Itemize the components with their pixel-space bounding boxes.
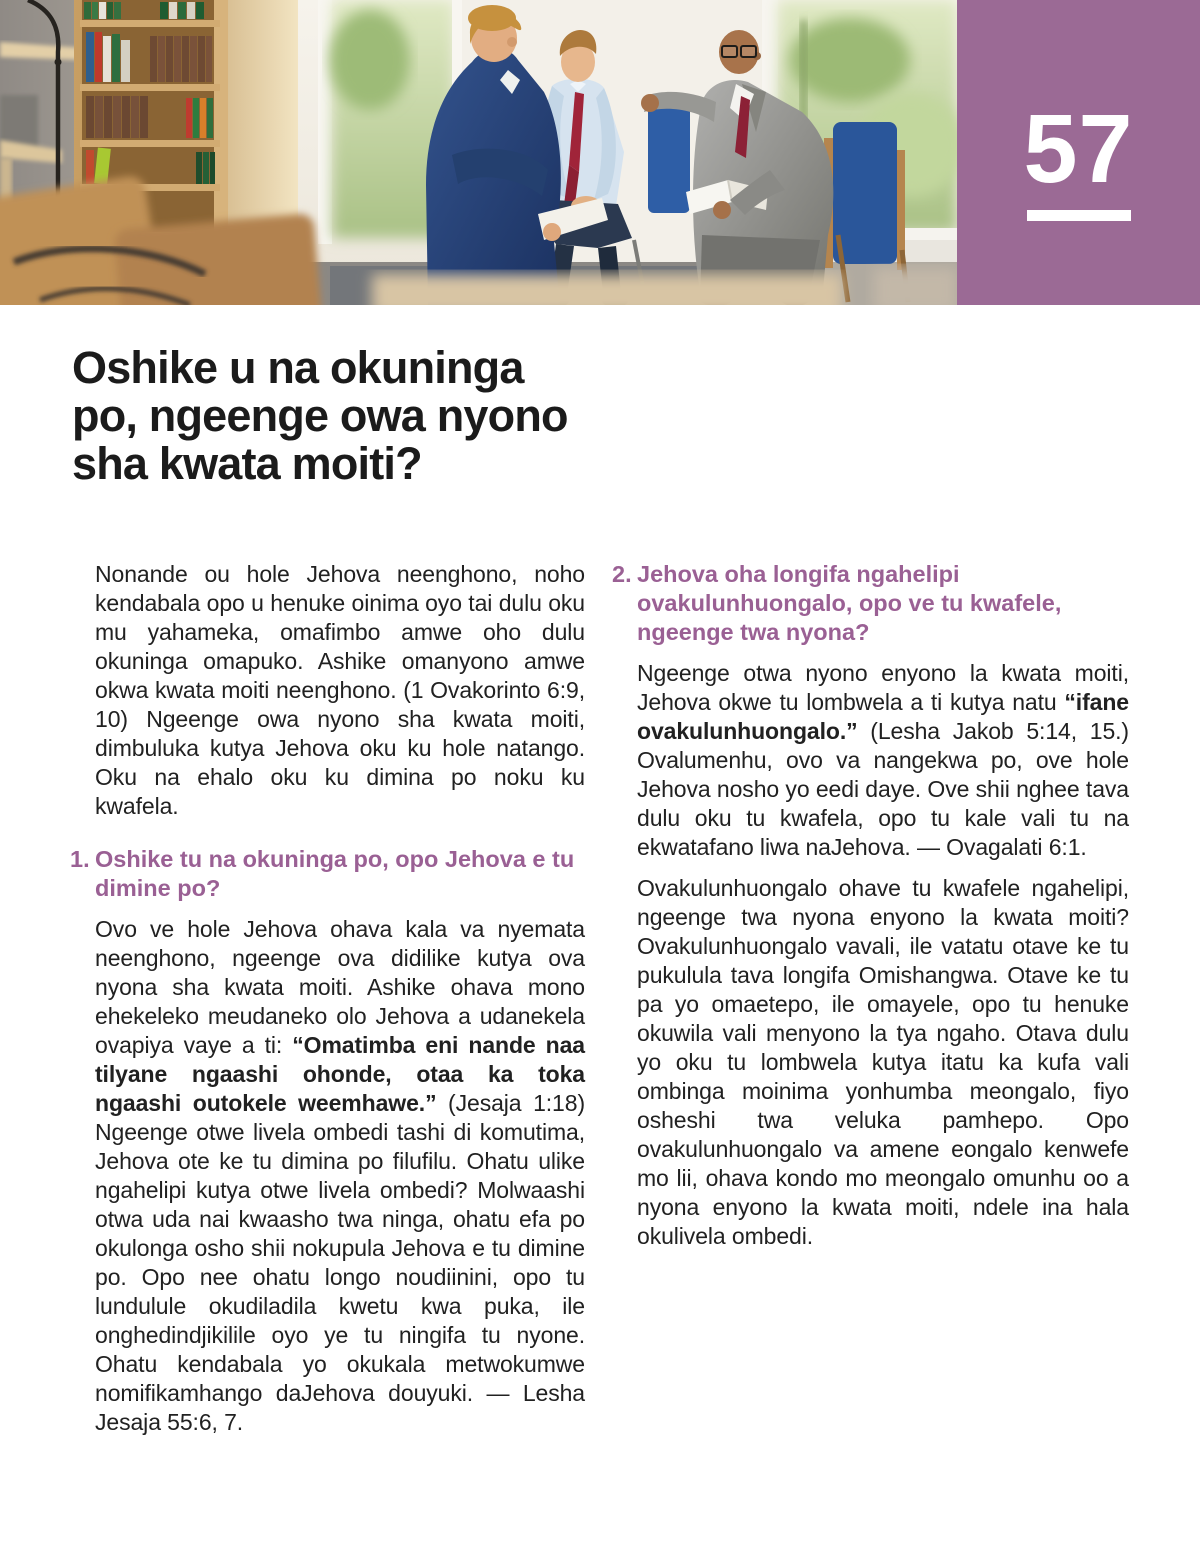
question-2-number: 2. bbox=[612, 561, 632, 587]
question-2-paragraph-2: Ovakulunhuongalo ohave tu kwafele ngahelipi, ngeenge twa nyona enyono la kwata moiti? Ovakulunhuongalo vavali, ile vatatu otave ke tu pukulula tava longifa Omishangwa. Otave ke tu pa yo omaetepo, ile omayele, opo tu henuke okuwila vali menyono la tya ngaho. Otava dulu yo oku tu lombwela kutya itatu ka kufa vali ombinga moinima yonhumba meongalo, fiyo osheshi twa veluka pamhepo. Opo ovakulunhuongalo va amene eongalo kenwefe mo lii, ohava kondo mo meongalo omunhu oo a nyona enyono la kwata moiti, ndele ina hala okulivela ombedi. bbox=[637, 875, 1129, 1249]
header-photo-illustration bbox=[0, 0, 957, 305]
page-title-line-1: Oshike u na okuninga bbox=[72, 342, 524, 393]
lesson-number-underline bbox=[1027, 210, 1131, 221]
page-title-line-2: po, ngeenge owa nyono bbox=[72, 390, 568, 441]
question-2-text: Jehova oha longifa ngahelipi ovakulunhuongalo, opo ve tu kwafele, ngeenge twa nyona? bbox=[637, 561, 1062, 645]
page-title bbox=[72, 344, 568, 488]
question-1-heading bbox=[70, 845, 585, 903]
header-photo bbox=[0, 0, 957, 305]
lesson-number: 57 bbox=[1023, 94, 1134, 203]
question-2-heading bbox=[612, 560, 1129, 647]
header bbox=[0, 0, 1200, 305]
question-1-paragraph: Ovo ve hole Jehova ohava kala va nyemata neenghono, ngeenge ova didilike kutya ova nyona sha kwata moiti. Ashike ohava mono ehekeleko meudaneko olo Jehova a udanekela ovapiya vaye a ti: “Omatimba eni nande naa tilyane ngaashi ohonde, otaa ka toka ngaashi outokele weemhawe.” (Jesaja 1:18) Ngeenge otwe livela ombedi tashi di komutima, Jehova ote ke tu dimina po filufilu. Ohatu ulike ngahelipi kutya otwe livela ombedi? Molwaashi otwa uda nai kwaasho twa ninga, ohatu efa po okulonga osho shii nokupula Jehova e tu dimine po. Opo nee ohatu longo noudiinini, opo tu lundulule okudiladila kwetu kwa puka, ile onghedindjikilile oyo ye tu ningifa tu nyone. Ohatu kendabala yo okukala metwokumwe nomifikamhango daJehova douyuki. — Lesha Jesaja 55:6, 7. bbox=[95, 916, 586, 1435]
question-2-paragraph-1: Ngeenge otwa nyono enyono la kwata moiti, Jehova okwe tu lombwela a ti kutya natu “ifane ovakulunhuongalo.” (Lesha Jakob 5:14, 15.) Ovalumenhu, ovo va nangekwa po, ove hole Jehova nosho yo eedi daye. Ove shii nghee tava dulu oku tu kwafela, opo tu kale vali tu na ekwatafano liwa naJehova. — Ovagalati 6:1. bbox=[637, 660, 1129, 860]
question-1-number: 1. bbox=[70, 846, 90, 872]
page-title-line-3: sha kwata moiti? bbox=[72, 438, 422, 489]
right-column bbox=[612, 560, 1129, 1263]
question-1-text: Oshike tu na okuninga po, opo Jehova e tu dimine po? bbox=[95, 846, 575, 901]
intro-paragraph: Nonande ou hole Jehova neenghono, noho kendabala opo u henuke oinima oyo tai dulu oku mu yahameka, omafimbo amwe oho dulu okuninga omapuko. Ashike omanyono amwe okwa kwata moiti neenghono. (1 Ovakorinto 6:9, 10) Ngeenge owa nyono sha kwata moiti, dimbuluka kutya Jehova oku ku hole natango. Oku na ehalo oku ku dimina po noku ku kwafela. bbox=[95, 561, 585, 819]
lesson-number-badge bbox=[957, 0, 1200, 305]
left-column bbox=[70, 560, 586, 1449]
